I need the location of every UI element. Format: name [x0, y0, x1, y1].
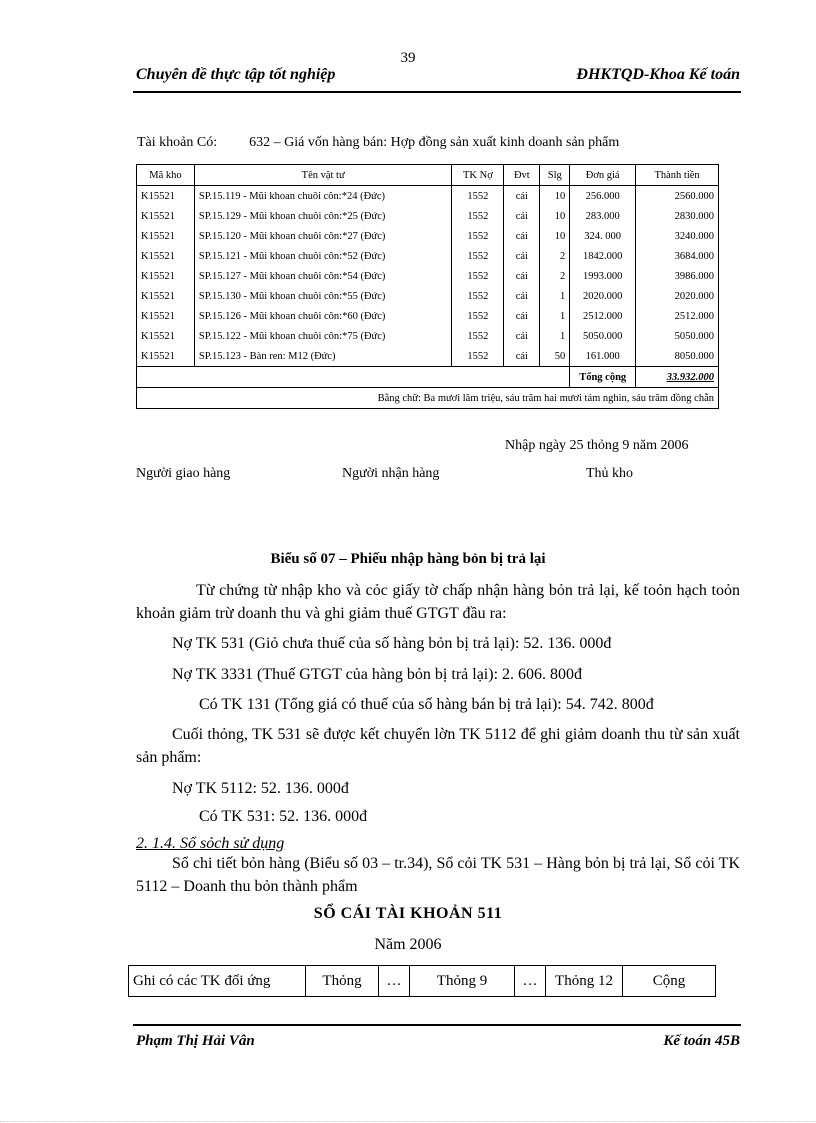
cell-amount: 3986.000 — [636, 266, 719, 286]
entry-line: Nợ TK 3331 (Thuế GTGT của hàng bỏn bị trả lại): 2. 606. 800đ — [172, 666, 583, 683]
header-right: ĐHKTQD-Khoa Kế toán — [576, 66, 740, 83]
col-header: Thành tiền — [636, 165, 719, 186]
header-rule — [133, 91, 741, 93]
cell-account: 1552 — [452, 286, 504, 306]
cell-price: 256.000 — [570, 186, 636, 207]
cell-code: K15521 — [137, 266, 195, 286]
cell-code: K15521 — [137, 206, 195, 226]
cell-unit: cái — [504, 266, 540, 286]
page-edge-divider — [0, 1121, 816, 1122]
cell-account: 1552 — [452, 246, 504, 266]
cell-price: 283.000 — [570, 206, 636, 226]
table-row — [137, 326, 719, 346]
col-header: Đvt — [504, 165, 540, 186]
table-row — [137, 346, 719, 367]
cell-account: 1552 — [452, 266, 504, 286]
cell-name: SP.15.120 - Mũi khoan chuôi côn:*27 (Đức) — [194, 226, 452, 246]
cell-code: K15521 — [137, 246, 195, 266]
ledger-col-header: Ghi có các TK đối ứng — [129, 966, 306, 997]
date-line: Nhập ngày 25 thỏng 9 năm 2006 — [505, 438, 689, 453]
paragraph-text: Từ chứng từ nhập kho và cỏc giấy tờ chấp nhận hàng bỏn trả lại, kế toỏn hạch toỏn khoản giảm trừ doanh thu và ghi giảm thuế GTGT đầu ra: — [136, 582, 740, 622]
cell-amount: 2020.000 — [636, 286, 719, 306]
account-label: Tài khoản Có: — [137, 135, 218, 150]
cell-code: K15521 — [137, 186, 195, 207]
ledger-col-header: … — [515, 966, 546, 997]
table-row — [137, 286, 719, 306]
cell-amount: 8050.000 — [636, 346, 719, 367]
account-value: 632 – Giá vốn hàng bán: Hợp đồng sản xuất kinh doanh sản phẩm — [249, 135, 620, 150]
table-row — [137, 206, 719, 226]
cell-unit: cái — [504, 326, 540, 346]
entry-line: Nợ TK 5112: 52. 136. 000đ — [172, 780, 349, 797]
cell-account: 1552 — [452, 306, 504, 326]
cell-code: K15521 — [137, 346, 195, 367]
total-value: 33.932.000 — [636, 367, 719, 388]
cell-qty: 1 — [540, 306, 570, 326]
cell-name: SP.15.122 - Mũi khoan chuôi côn:*75 (Đức) — [194, 326, 452, 346]
cell-account: 1552 — [452, 186, 504, 207]
cell-name: SP.15.119 - Mũi khoan chuôi côn:*24 (Đức) — [194, 186, 452, 207]
cell-account: 1552 — [452, 206, 504, 226]
cell-account: 1552 — [452, 226, 504, 246]
cell-price: 1842.000 — [570, 246, 636, 266]
entry-line: Có TK 531: 52. 136. 000đ — [199, 808, 368, 825]
entry-line: Có TK 131 (Tổng giá có thuế của số hàng bán bị trả lại): 54. 742. 800đ — [199, 696, 654, 713]
footer-rule — [133, 1024, 741, 1026]
cell-name: SP.15.123 - Bàn ren: M12 (Đức) — [194, 346, 452, 367]
signature-deliverer: Người giao hàng — [136, 466, 231, 481]
col-header: Mã kho — [137, 165, 195, 186]
total-row — [137, 367, 719, 388]
section-07-title: Biểu số 07 – Phiếu nhập hàng bỏn bị trả lại — [270, 551, 546, 567]
cell-name: SP.15.127 - Mũi khoan chuôi côn:*54 (Đức) — [194, 266, 452, 286]
col-header: TK Nợ — [452, 165, 504, 186]
cell-amount: 3240.000 — [636, 226, 719, 246]
ledger-year: Năm 2006 — [374, 936, 442, 953]
cell-qty: 10 — [540, 206, 570, 226]
footer-right: Kế toán 45B — [663, 1033, 740, 1049]
col-header: Slg — [540, 165, 570, 186]
cell-unit: cái — [504, 186, 540, 207]
signature-receiver: Người nhận hàng — [342, 466, 440, 481]
table-row — [137, 306, 719, 326]
items-header-row — [137, 165, 719, 186]
paragraph — [136, 852, 740, 898]
amount-in-words: Bằng chữ: Ba mươi lăm triệu, sáu trăm hai mươi tám nghìn, sáu trăm đồng chẵn — [137, 388, 719, 409]
cell-name: SP.15.130 - Mũi khoan chuôi côn:*55 (Đức) — [194, 286, 452, 306]
cell-unit: cái — [504, 306, 540, 326]
entry-line: Nợ TK 531 (Giỏ chưa thuế của số hàng bỏn bị trả lại): 52. 136. 000đ — [172, 635, 612, 652]
cell-amount: 3684.000 — [636, 246, 719, 266]
cell-amount: 5050.000 — [636, 326, 719, 346]
paragraph — [136, 723, 740, 769]
table-row — [137, 226, 719, 246]
cell-qty: 50 — [540, 346, 570, 367]
cell-qty: 2 — [540, 246, 570, 266]
cell-code: K15521 — [137, 306, 195, 326]
cell-amount: 2512.000 — [636, 306, 719, 326]
cell-qty: 10 — [540, 186, 570, 207]
ledger-title: SỔ CÁI TÀI KHOẢN 511 — [313, 905, 503, 922]
table-row — [137, 266, 719, 286]
cell-name: SP.15.126 - Mũi khoan chuôi côn:*60 (Đức) — [194, 306, 452, 326]
ledger-col-header: Thỏng 9 — [410, 966, 515, 997]
ledger-table — [128, 965, 716, 997]
col-header: Đơn giá — [570, 165, 636, 186]
page-number: 39 — [400, 50, 416, 66]
col-header: Tên vật tư — [194, 165, 452, 186]
table-row — [137, 186, 719, 207]
paragraph — [136, 579, 740, 625]
cell-unit: cái — [504, 226, 540, 246]
header-left: Chuyên đề thực tập tốt nghiệp — [136, 66, 336, 83]
cell-account: 1552 — [452, 326, 504, 346]
words-row — [137, 388, 719, 409]
cell-code: K15521 — [137, 326, 195, 346]
footer-left: Phạm Thị Hải Vân — [136, 1033, 255, 1049]
signature-storekeeper: Thủ kho — [586, 466, 634, 481]
cell-price: 2020.000 — [570, 286, 636, 306]
cell-unit: cái — [504, 346, 540, 367]
cell-price: 5050.000 — [570, 326, 636, 346]
items-table — [136, 164, 719, 409]
cell-price: 1993.000 — [570, 266, 636, 286]
cell-name: SP.15.121 - Mũi khoan chuôi côn:*52 (Đức) — [194, 246, 452, 266]
table-row — [137, 246, 719, 266]
account-line — [137, 135, 619, 151]
cell-qty: 1 — [540, 326, 570, 346]
section-heading: 2. 1.4. Sổ sỏch sử dụng — [136, 835, 285, 852]
cell-amount: 2560.000 — [636, 186, 719, 207]
cell-qty: 2 — [540, 266, 570, 286]
cell-qty: 10 — [540, 226, 570, 246]
cell-price: 2512.000 — [570, 306, 636, 326]
ledger-col-header: … — [379, 966, 410, 997]
ledger-col-header: Thỏng — [306, 966, 379, 997]
total-label: Tổng cộng — [570, 367, 636, 388]
cell-price: 161.000 — [570, 346, 636, 367]
ledger-header-row — [129, 966, 716, 997]
cell-unit: cái — [504, 286, 540, 306]
cell-unit: cái — [504, 206, 540, 226]
cell-account: 1552 — [452, 346, 504, 367]
cell-price: 324. 000 — [570, 226, 636, 246]
cell-code: K15521 — [137, 226, 195, 246]
total-spacer — [137, 367, 570, 388]
ledger-col-header: Cộng — [623, 966, 716, 997]
cell-qty: 1 — [540, 286, 570, 306]
paragraph-text: Sổ chi tiết bỏn hàng (Biểu số 03 – tr.34), Sổ cỏi TK 531 – Hàng bỏn bị trả lại, Sổ cỏi TK 5112 – Doanh thu bỏn thành phẩm — [136, 855, 740, 895]
ledger-col-header: Thỏng 12 — [546, 966, 623, 997]
paragraph-text: Cuối thỏng, TK 531 sẽ được kết chuyển lờn TK 5112 để ghi giảm doanh thu từ sản xuất sản phẩm: — [136, 726, 740, 766]
cell-name: SP.15.129 - Mũi khoan chuôi côn:*25 (Đức) — [194, 206, 452, 226]
cell-code: K15521 — [137, 286, 195, 306]
cell-amount: 2830.000 — [636, 206, 719, 226]
cell-unit: cái — [504, 246, 540, 266]
